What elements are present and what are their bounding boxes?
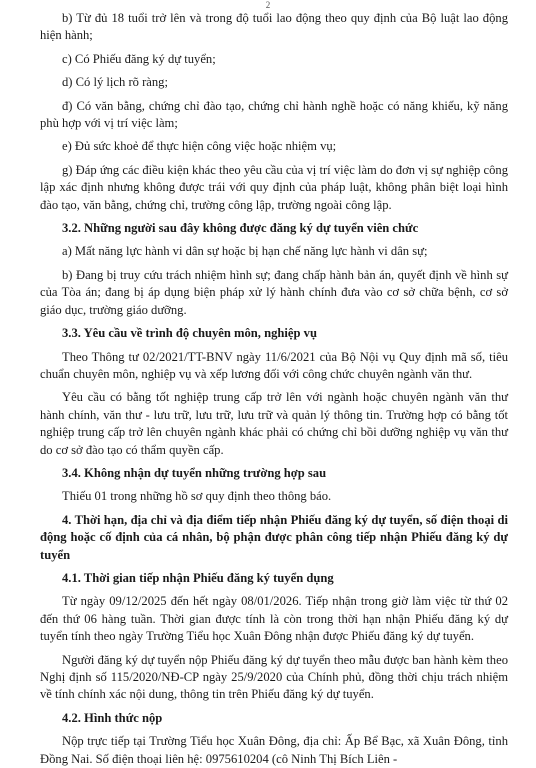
condition-dd: đ) Có văn bằng, chứng chỉ đào tạo, chứng chỉ hành nghề hoặc có năng khiếu, kỹ năng phù hợp với vị trí việc làm; <box>40 98 508 131</box>
heading-4-1: 4.1. Thời gian tiếp nhận Phiếu đăng ký tuyển dụng <box>62 570 334 585</box>
condition-c: c) Có Phiếu đăng ký dự tuyển; <box>62 51 216 66</box>
condition-d: d) Có lý lịch rõ ràng; <box>62 75 168 90</box>
condition-g: g) Đáp ứng các điều kiện khác theo yêu cầu của vị trí việc làm do đơn vị sự nghiệp công lập xác định nhưng không được trái với quy định của pháp luật, không phân biệt loại hình đào tạo, văn bằng, chứng chỉ, trường công lập, trường ngoài công lập. <box>40 162 508 212</box>
page-number: 2 <box>265 0 271 10</box>
heading-4: 4. Thời hạn, địa chỉ và địa điểm tiếp nhận Phiếu đăng ký dự tuyển, số điện thoại di động hoặc cố định của cá nhân, bộ phận được phân công tiếp nhận Phiếu đăng ký dự tuyển <box>40 512 508 562</box>
heading-4-2: 4.2. Hình thức nộp <box>62 710 163 725</box>
exclusion-b: b) Đang bị truy cứu trách nhiệm hình sự; đang chấp hành bản án, quyết định về hình sự của Tòa án; đang bị áp dụng biện pháp xử lý hành chính đưa vào cơ sở chữa bệnh, cơ sở giáo dục, trường giáo dưỡng. <box>40 267 508 317</box>
heading-3-3: 3.3. Yêu cầu về trình độ chuyên môn, nghiệp vụ <box>62 326 317 341</box>
rejection-rule: Thiếu 01 trong những hồ sơ quy định theo thông báo. <box>62 489 332 504</box>
exclusion-a: a) Mất năng lực hành vi dân sự hoặc bị hạn chế năng lực hành vi dân sự; <box>62 244 428 259</box>
condition-b: b) Từ đủ 18 tuổi trở lên và trong độ tuổi lao động theo quy định của Bộ luật lao động hiện hành; <box>40 11 508 43</box>
qualification-requirement: Yêu cầu có bằng tốt nghiệp trung cấp trở lên với ngành hoặc chuyên ngành văn thư hành chính, văn thư - lưu trữ, lưu trữ, lưu trữ và quản lý thông tin. Trường hợp có bằng tốt nghiệp trung cấp trở lên chuyên ngành khác phải có chứng chỉ bồi dưỡng nghiệp vụ văn thư do cơ sở đào tạo có thẩm quyền cấp. <box>40 390 508 457</box>
qualification-circular: Theo Thông tư 02/2021/TT-BNV ngày 11/6/2021 của Bộ Nội vụ Quy định mã số, tiêu chuẩn chuyên môn, nghiệp vụ và xếp lương đối với công chức chuyên ngành văn thư. <box>40 349 508 381</box>
submission-form: Người đăng ký dự tuyển nộp Phiếu đăng ký dự tuyển theo mẫu được ban hành kèm theo Nghị định số 115/2020/NĐ-CP ngày 25/9/2020 của Chính phủ, đồng thời chịu trách nhiệm về tính chính xác nội dung, thông tin trên Phiếu đăng ký dự tuyển. <box>40 652 508 702</box>
heading-3-2: 3.2. Những người sau đây không được đăng ký dự tuyển viên chức <box>62 221 419 236</box>
reception-period: Từ ngày 09/12/2025 đến hết ngày 08/01/2026. Tiếp nhận trong giờ làm việc từ thứ 02 đến thứ 06 hàng tuần. Thời gian được tính là còn trong thời hạn nhận Phiếu đăng ký dự tuyển tính theo ngày Trường Tiểu học Xuân Đông nhận được Phiếu đăng ký dự tuyển. <box>40 594 508 644</box>
submission-method: Nộp trực tiếp tại Trường Tiểu học Xuân Đông, địa chỉ: Ấp Bể Bạc, xã Xuân Đông, tỉnh Đồng Nai. Số điện thoại liên hệ: 0975610204 (cô Ninh Thị Bích Liên - <box>40 734 508 766</box>
condition-e: e) Đủ sức khoẻ để thực hiện công việc hoặc nhiệm vụ; <box>62 139 337 154</box>
heading-3-4: 3.4. Không nhận dự tuyển những trường hợp sau <box>62 465 327 480</box>
